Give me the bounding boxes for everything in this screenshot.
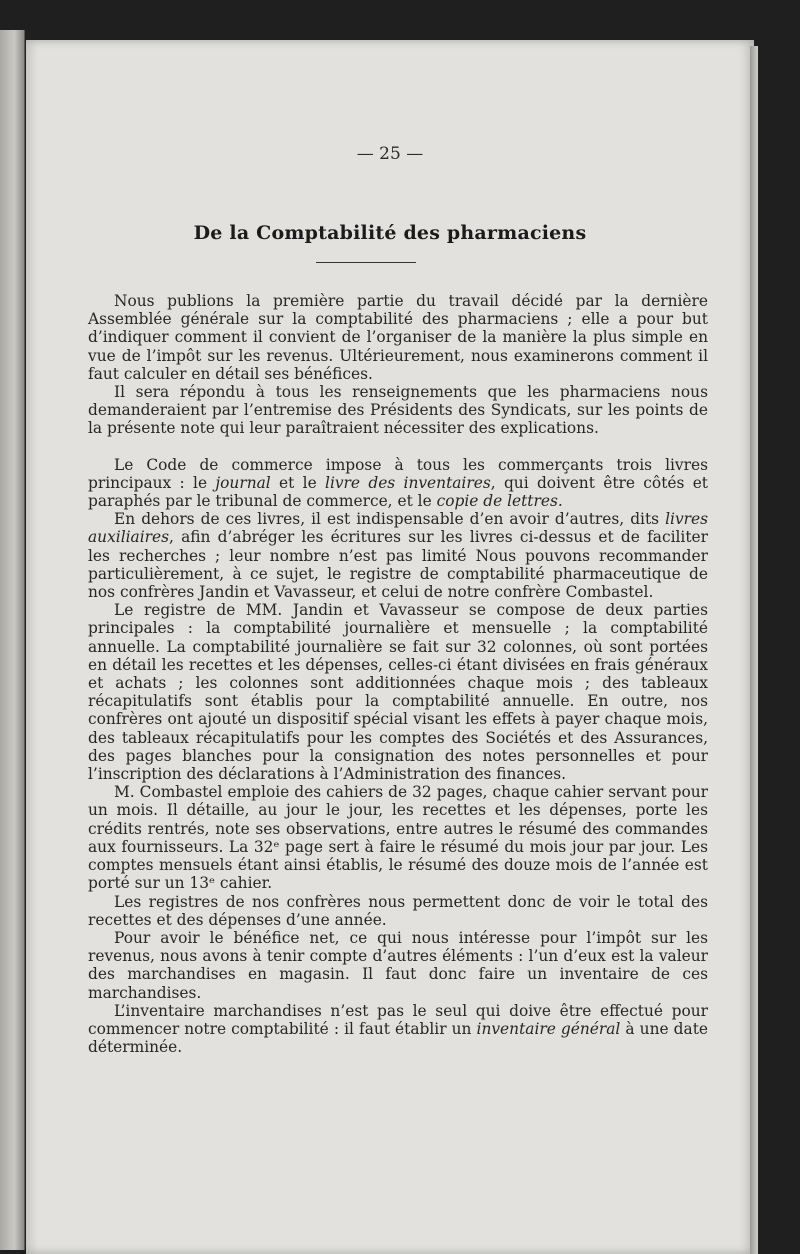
document-page — [26, 40, 754, 1254]
paragraph-text: Le Code de commerce impose à tous les commerçants trois livres principaux : le — [88, 455, 708, 492]
paragraph — [88, 929, 708, 1002]
paragraph — [88, 510, 708, 601]
paragraph-text: Pour avoir le bénéfice net, ce qui nous intéresse pour l’impôt sur les revenus, nous avons à tenir compte d’autres éléments : l’un d’eux est la valeur des marchandises en magasin. Il faut donc faire un inventaire de ces marchandises. — [88, 928, 708, 1002]
article-body — [88, 292, 708, 1056]
paragraph-text: Le registre de MM. Jandin et Vavasseur se compose de deux parties principales : la comptabilité journalière et mensuelle ; la comptabilité annuelle. La comptabilité journalière se fait sur 32 colonnes, où sont portées en détail les recettes et les dépenses, celles-ci étant divisées en frais généraux et achats ; les colonnes sont additionnées chaque mois ; des tableaux récapitulatifs sont établis pour la comptabilité annuelle. En outre, nos confrères ont ajouté un dispositif spécial visant les effets à payer chaque mois, des tableaux récapitulatifs pour les comptes des Sociétés et des Assurances, des pages blanches pour la consignation des notes personnelles et pour l’inscription des déclarations à l’Administration des finances. — [88, 601, 708, 784]
paragraph-text: , qui doivent être côtés et paraphés par le tribunal de commerce, et le — [88, 473, 708, 511]
paragraph — [88, 383, 708, 438]
paragraph-text: et le — [270, 473, 326, 492]
italic-text: livres auxiliaires — [88, 510, 708, 547]
paragraph — [88, 292, 708, 383]
paragraph — [88, 783, 708, 892]
paragraph-text: Il sera répondu à tous les renseignements que les pharmaciens nous demanderaient par l’entremise des Présidents des Syndicats, sur les points de la présente note qui leur paraîtraient nécessiter des explications. — [88, 383, 708, 438]
article-title: De la Comptabilité des pharmaciens — [193, 222, 587, 244]
paragraph — [88, 601, 708, 783]
paragraph-text: Nous publions la première partie du travail décidé par la dernière Assemblée générale sur la comptabilité des pharmaciens ; elle a pour but d’indiquer comment il convient de l’organiser de la manière la plus simple en vue de l’impôt sur les revenus. Ultérieurement, nous examinerons comment il faut calculer en détail ses bénéfices. — [88, 292, 708, 383]
title-rule — [316, 262, 416, 263]
paragraph-text: à une date déterminée. — [88, 1019, 708, 1057]
italic-text: inventaire général — [476, 1019, 621, 1038]
paragraph-text: M. Combastel emploie des cahiers de 32 pages, chaque cahier servant pour un mois. Il détaille, au jour le jour, les recettes et les dépenses, porte les crédits rentrés, note ses observations, entre autres le résumé des commandes aux fournisseurs. La 32ᵉ page sert à faire le résumé du mois jour par jour. Les comptes mensuels étant ainsi établis, le résumé des douze mois de l’année est porté sur un 13ᵉ cahier. — [88, 783, 708, 893]
paragraph — [88, 893, 708, 929]
previous-page-edge — [0, 30, 25, 1250]
italic-text: livre des inventaires — [325, 473, 491, 492]
italic-text: journal — [215, 473, 271, 492]
page-number: — 25 — — [356, 144, 424, 164]
page-right-edge — [750, 46, 758, 1254]
paragraph — [88, 456, 708, 511]
italic-text: copie de lettres. — [436, 492, 563, 511]
paragraph-text: , afin d’abréger les écritures sur les livres ci-dessus et de faciliter les recherches ; leur nombre n’est pas limité Nous pouvons recommander particulièrement, à ce sujet, le registre de comptabilité pharmaceutique de nos confrères Jandin et Vavasseur, et celui de notre confrère Combastel. — [88, 528, 708, 602]
paragraph — [88, 1002, 708, 1057]
paragraph-text: En dehors de ces livres, il est indispensable d’en avoir d’autres, dits — [114, 510, 666, 529]
paragraph-text: Les registres de nos confrères nous permettent donc de voir le total des recettes et des dépenses d’une année. — [88, 892, 708, 929]
paragraph-text: L’inventaire marchandises n’est pas le seul qui doive être effectué pour commencer notre comptabilité : il faut établir un — [88, 1001, 708, 1038]
